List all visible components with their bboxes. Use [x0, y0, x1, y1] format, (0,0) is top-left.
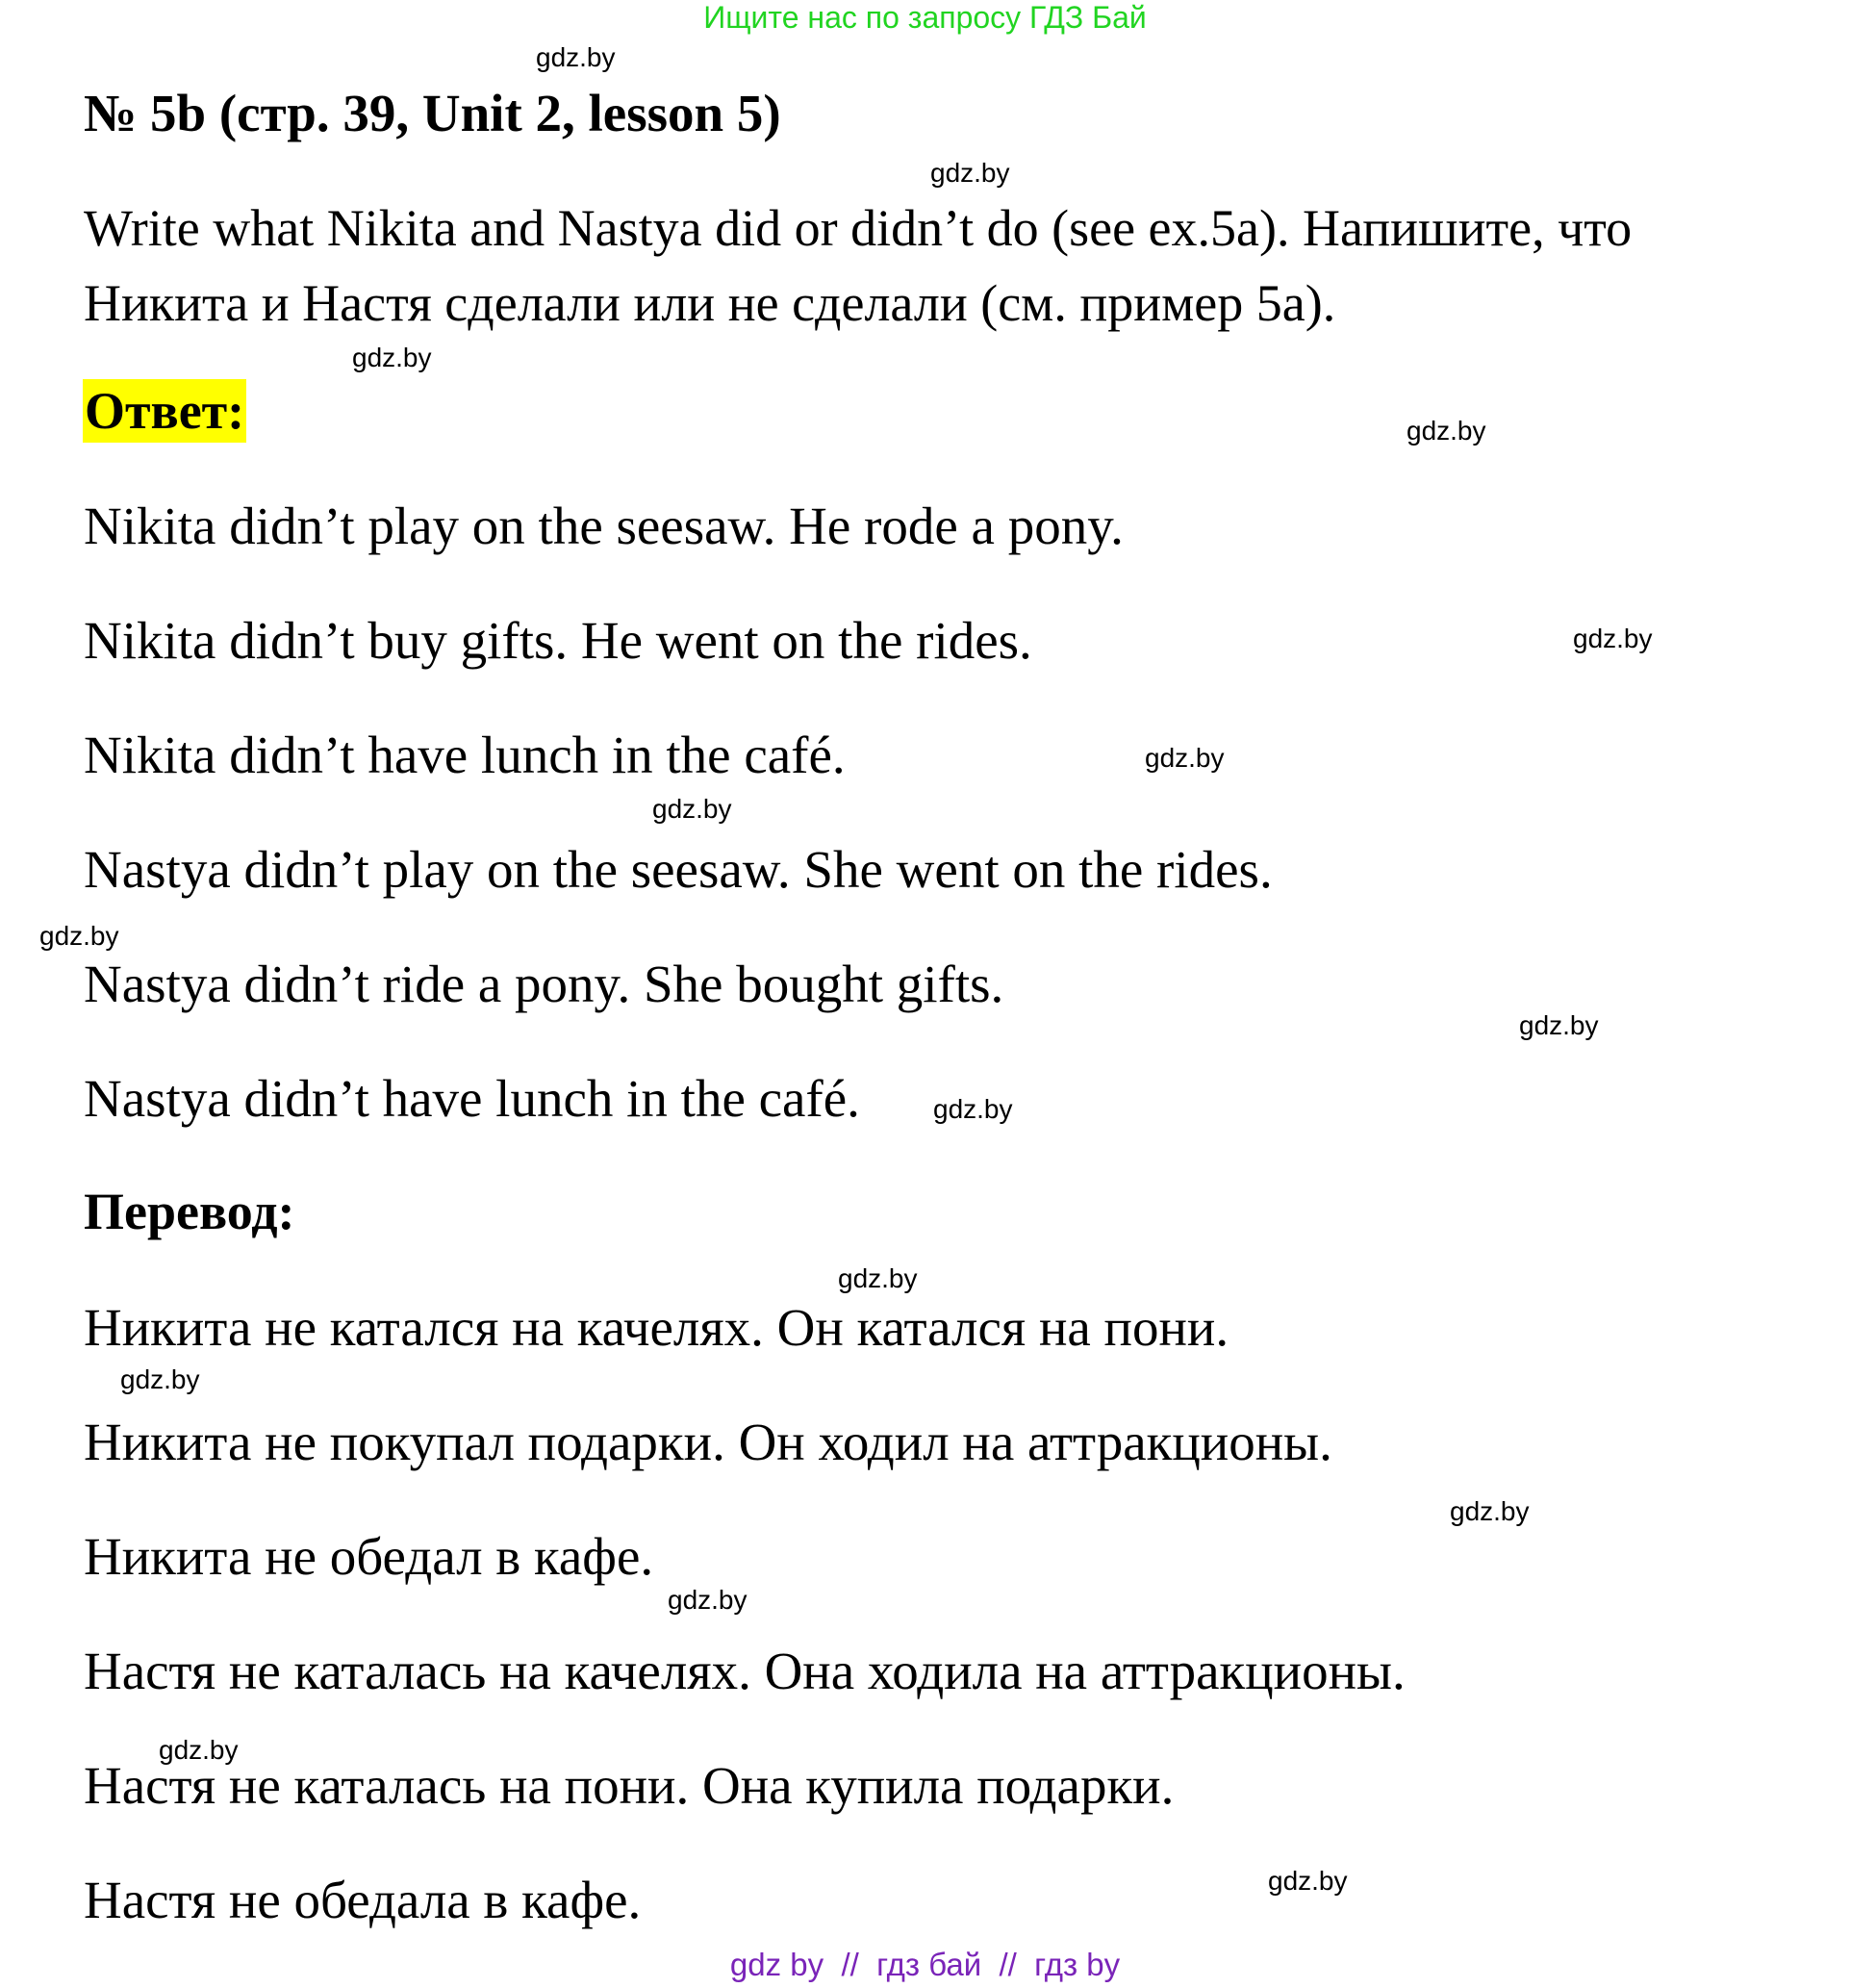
- watermark: gdz.by: [159, 1735, 239, 1765]
- answer-heading: Ответ:: [83, 379, 246, 443]
- watermark: gdz.by: [1450, 1496, 1530, 1526]
- translation-line-2: Никита не покупал подарки. Он ходил на аттракционы.: [84, 1413, 1332, 1471]
- answer-line-1: Nikita didn’t play on the seesaw. He rode a pony.: [84, 497, 1124, 555]
- translation-heading: Перевод:: [84, 1183, 295, 1240]
- exercise-title: № 5b (стр. 39, Unit 2, lesson 5): [84, 84, 781, 142]
- translation-line-6: Настя не обедала в кафе.: [84, 1871, 642, 1929]
- watermark: gdz.by: [668, 1585, 748, 1615]
- watermark: gdz.by: [933, 1094, 1013, 1124]
- watermark: gdz.by: [652, 794, 732, 824]
- watermark: gdz.by: [1407, 416, 1486, 446]
- watermark: gdz.by: [1573, 624, 1653, 653]
- task-line-2: Никита и Настя сделали или не сделали (см. пример 5а).: [84, 274, 1336, 332]
- task-line-1: Write what Nikita and Nastya did or didn’t do (see ex.5a). Напишите, что: [84, 199, 1633, 257]
- footer-banner: gdz by // гдз бай // гдз by: [729, 1947, 1121, 1982]
- translation-line-3: Никита не обедал в кафе.: [84, 1527, 654, 1586]
- translation-line-5: Настя не каталась на пони. Она купила подарки.: [84, 1756, 1175, 1815]
- watermark: gdz.by: [39, 921, 119, 951]
- answer-line-5: Nastya didn’t ride a pony. She bought gifts.: [84, 955, 1004, 1013]
- answer-line-2: Nikita didn’t buy gifts. He went on the rides.: [84, 611, 1032, 670]
- watermark: gdz.by: [1145, 743, 1225, 773]
- answer-line-4: Nastya didn’t play on the seesaw. She went on the rides.: [84, 840, 1273, 899]
- translation-line-4: Настя не каталась на качелях. Она ходила на аттракционы.: [84, 1642, 1406, 1700]
- answer-line-6: Nastya didn’t have lunch in the café.: [84, 1069, 860, 1128]
- watermark: gdz.by: [352, 343, 432, 372]
- watermark: gdz.by: [930, 158, 1010, 188]
- watermark: gdz.by: [1519, 1010, 1599, 1040]
- task-description: [84, 191, 1806, 341]
- watermark: gdz.by: [536, 42, 616, 72]
- translation-line-1: Никита не катался на качелях. Он катался на пони.: [84, 1298, 1229, 1357]
- watermark: gdz.by: [1268, 1866, 1348, 1896]
- watermark: gdz.by: [838, 1263, 918, 1293]
- answer-line-3: Nikita didn’t have lunch in the café.: [84, 726, 846, 784]
- top-banner: Ищите нас по запросу ГДЗ Бай: [703, 0, 1147, 35]
- watermark: gdz.by: [120, 1364, 200, 1394]
